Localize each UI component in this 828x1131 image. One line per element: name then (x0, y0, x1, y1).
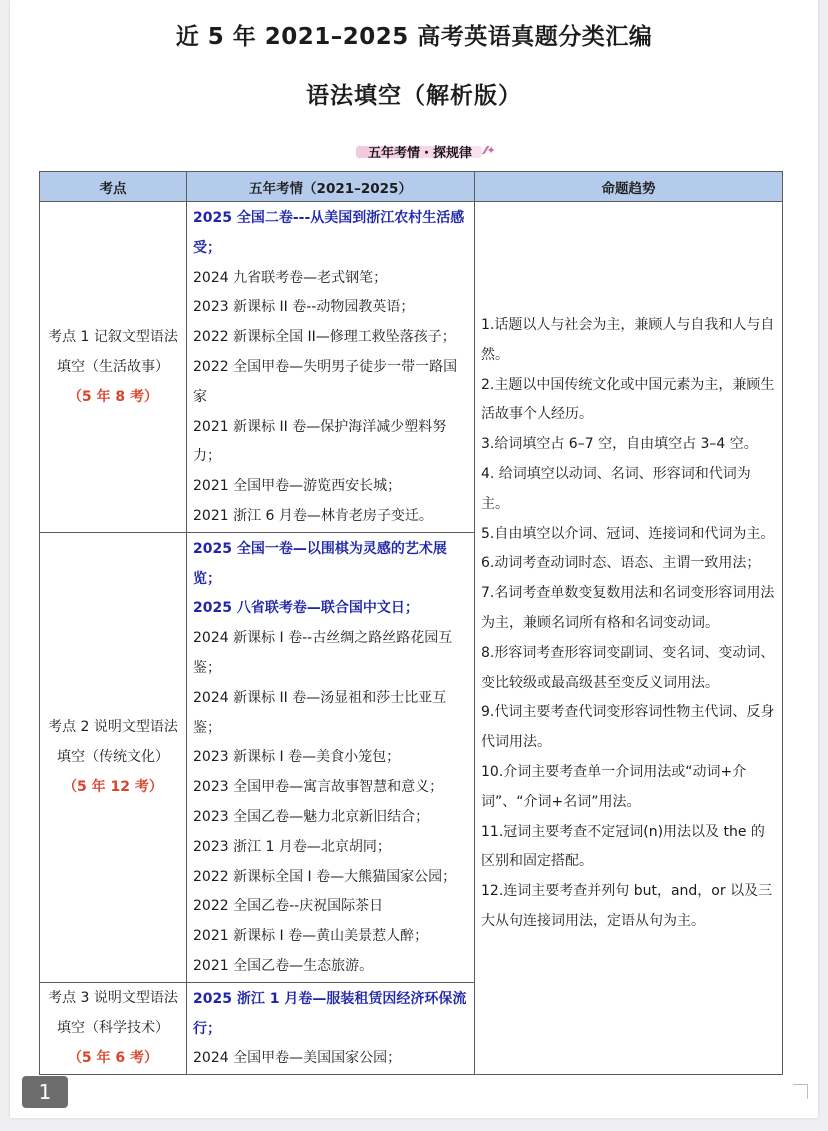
exam-item: 2023 全国甲卷—寓言故事智慧和意义； (193, 779, 444, 796)
exam-item: 2021 全国甲卷—游览西安长城； (193, 478, 402, 495)
exam-item: 2025 八省联考卷—联合国中文日； (193, 600, 419, 617)
exam-item: 2022 全国甲卷—失明男子徒步一带一路国家 (193, 358, 458, 405)
history-cell (187, 982, 475, 1074)
exam-item: 2025 全国一卷—以围棋为灵感的艺术展览； (193, 540, 447, 587)
point-cell (40, 202, 187, 533)
trend-item: 7.名词考查单数变复数用法和名词变形容词用法为主，兼顾名词所有格和名词变动词。 (481, 585, 775, 631)
banner-text: 五年考情・探规律 (367, 146, 472, 161)
exam-item: 2021 新课标 II 卷—保护海洋减少塑料努力； (193, 418, 447, 465)
exam-item: 2023 新课标 I 卷—美食小笼包； (193, 749, 401, 766)
page-number-badge[interactable]: 1 (22, 1076, 68, 1108)
point-name: 考点 3 说明文型语法填空（科学技术） (48, 990, 178, 1037)
document-title: 近 5 年 2021–2025 高考英语真题分类汇编 (175, 24, 653, 50)
point-cell (40, 982, 187, 1074)
exam-item: 2024 新课标 II 卷—汤显祖和莎士比亚互鉴； (193, 689, 447, 736)
point-count: （5 年 8 考） (67, 388, 159, 405)
exam-item: 2025 全国二卷---从美国到浙江农村生活感受； (193, 210, 465, 256)
trend-item: 2.主题以中国传统文化或中国元素为主，兼顾生活故事个人经历。 (481, 376, 775, 423)
exam-item: 2021 浙江 6 月卷—林肯老房子变迁。 (193, 507, 433, 524)
trend-item: 6.动词考查动词时态、语态、主谓一致用法； (481, 555, 761, 572)
point-count: （5 年 12 考） (63, 779, 163, 796)
document-page (10, 0, 818, 1118)
table-row (40, 202, 783, 533)
exam-item: 2022 全国乙卷--庆祝国际茶日 (193, 898, 384, 915)
exam-item: 2024 九省联考卷—老式钢笔； (193, 269, 388, 286)
point-cell (40, 532, 187, 982)
trend-item: 3.给词填空占 6–7 空，自由填空占 3–4 空。 (481, 436, 758, 453)
exam-item: 2025 浙江 1 月卷—服装租赁因经济环保流行； (193, 990, 467, 1037)
history-cell (187, 532, 475, 982)
point-name: 考点 2 说明文型语法填空（传统文化） (48, 719, 178, 766)
table-header-row (40, 172, 783, 202)
exam-item: 2022 新课标全国 II—修理工救坠落孩子； (193, 329, 456, 346)
exam-item: 2021 新课标 I 卷—黄山美景惹人醉； (193, 928, 429, 945)
trend-item: 5.自由填空以介词、冠词、连接词和代词为主。 (481, 525, 775, 542)
exam-item: 2022 新课标全国 I 卷—大熊猫国家公园； (193, 868, 457, 885)
trend-item: 4. 给词填空以动词、名词、形容词和代词为主。 (481, 465, 751, 512)
trend-item: 12.连词主要考查并列句 but，and，or 以及三大从句连接词用法，定语从句为主。 (481, 883, 773, 929)
document-subtitle: 语法填空（解析版） (306, 83, 522, 109)
exam-item: 2023 新课标 II 卷--动物园教英语； (193, 299, 415, 316)
trend-item: 11.冠词主要考查不定冠词(n)用法以及 the 的区别和固定搭配。 (481, 823, 765, 870)
trend-cell (475, 202, 783, 1075)
section-banner (350, 138, 502, 164)
exam-item: 2024 全国甲卷—美国国家公园； (193, 1050, 402, 1067)
sparkle-icon: ⁄⁄⁄✦ (484, 144, 495, 157)
trend-item: 8.形容词考查形容词变副词、变名词、变动词、变比较级或最高级甚至变反义词用法。 (481, 644, 775, 691)
header-point: 考点 (40, 172, 187, 202)
trend-item: 1.话题以人与社会为主，兼顾人与自我和人与自然。 (481, 317, 775, 363)
point-name: 考点 1 记叙文型语法填空（生活故事） (48, 328, 178, 375)
exam-table-wrapper (39, 171, 783, 1075)
point-count: （5 年 6 考） (67, 1050, 159, 1067)
exam-item: 2023 浙江 1 月卷—北京胡同； (193, 838, 391, 855)
trend-item: 9.代词主要考查代词变形容词性物主代词、反身代词用法。 (481, 704, 775, 751)
exam-table (39, 171, 783, 1075)
history-cell (187, 202, 475, 533)
header-history: 五年考情（2021–2025） (187, 172, 475, 202)
exam-item: 2024 新课标 I 卷--古丝绸之路丝路花园互鉴； (193, 630, 453, 676)
exam-item: 2023 全国乙卷—魅力北京新旧结合； (193, 808, 430, 825)
header-trend: 命题趋势 (475, 172, 783, 202)
exam-item: 2021 全国乙卷—生态旅游。 (193, 957, 374, 974)
page-corner-mark (793, 1084, 808, 1099)
trend-item: 10.介词主要考查单一介词用法或“动词+介词”、“介词+名词”用法。 (481, 763, 747, 810)
